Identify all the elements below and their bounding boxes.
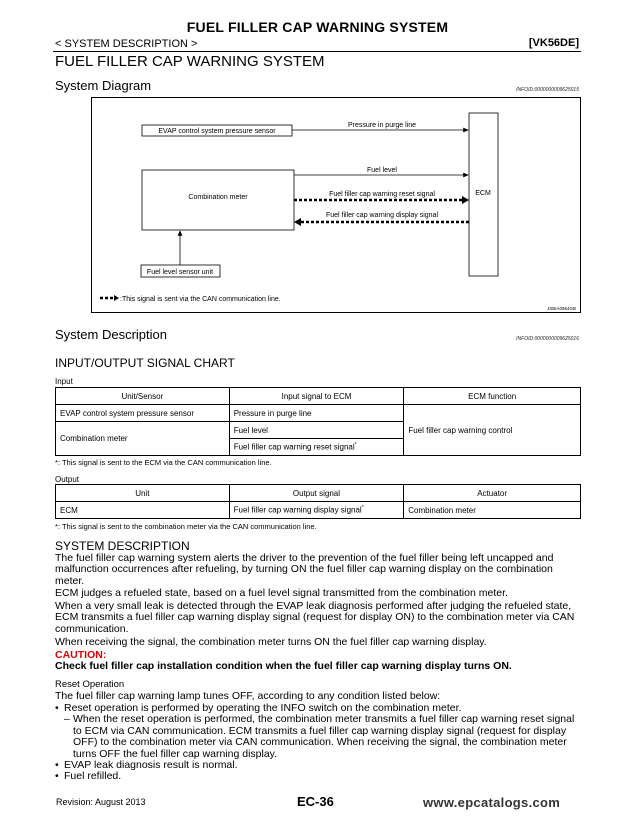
system-diagram [91, 97, 581, 313]
output-table-caption: Output [55, 475, 80, 484]
table-header-cell: Unit/Sensor [56, 388, 230, 405]
asterisk-mark: * [354, 442, 357, 449]
system-description-heading: System Description [55, 327, 167, 342]
asterisk-mark: * [361, 505, 364, 512]
main-heading: FUEL FILLER CAP WARNING SYSTEM [55, 53, 325, 70]
header-divider [53, 51, 581, 52]
fuel-level-signal-label: Fuel level [367, 167, 397, 174]
table-cell: Combination meter [404, 502, 581, 519]
description-paragraph: ECM judges a refueled state, based on a fuel level signal transmitted from the combination meter. [55, 587, 508, 599]
evap-sensor-label: EVAP control system pressure sensor [158, 128, 276, 135]
list-item: • Fuel refilled. [55, 771, 581, 782]
system-diagram-info-id: INFOID:0000000009625015 [516, 87, 579, 93]
description-heading: SYSTEM DESCRIPTION [55, 539, 190, 553]
system-diagram-heading: System Diagram [55, 78, 152, 93]
table-cell: EVAP control system pressure sensor [56, 405, 230, 422]
legend-arrowhead [114, 295, 119, 301]
figure-code: JSBIA0954GB [546, 306, 576, 311]
table-header-cell: Unit [56, 485, 230, 502]
page-title: FUEL FILLER CAP WARNING SYSTEM [186, 19, 449, 35]
pressure-signal-label: Pressure in purge line [347, 122, 417, 129]
table-row [56, 405, 581, 422]
display-signal-arrowhead [294, 218, 301, 226]
reset-signal-arrowhead [462, 196, 469, 204]
caution-text: Check fuel filler cap installation condition when the fuel filler cap warning display turns ON. [55, 660, 512, 672]
table-header-cell: ECM function [404, 388, 581, 405]
combination-meter-label: Combination meter [188, 194, 248, 201]
system-description-info-id: INFOID:0000000009625016 [516, 336, 579, 342]
reset-conditions-list [55, 703, 581, 783]
table-cell: Fuel filler cap warning control [404, 405, 581, 456]
table-cell-text: Fuel filler cap warning reset signal [233, 442, 355, 452]
table-header-row [56, 485, 581, 502]
table-cell: Fuel level [229, 422, 404, 439]
caution-label: CAUTION: [55, 649, 107, 661]
input-table-caption: Input [55, 377, 73, 386]
display-signal-label: Fuel filler cap warning display signal [325, 212, 439, 219]
table-header-row [56, 388, 581, 405]
reset-intro: The fuel filler cap warning lamp tunes OFF, according to any condition listed below: [55, 690, 441, 702]
output-table-footnote: *: This signal is sent to the combination meter via the CAN communication line. [55, 522, 317, 531]
table-header-cell: Actuator [404, 485, 581, 502]
output-signal-table [55, 484, 581, 519]
table-row [56, 502, 581, 519]
table-header-cell: Output signal [229, 485, 404, 502]
ecm-label: ECM [475, 190, 491, 197]
input-table-footnote: *: This signal is sent to the ECM via the CAN communication line. [55, 458, 272, 467]
signal-chart-heading: INPUT/OUTPUT SIGNAL CHART [55, 356, 235, 370]
table-cell: ECM [56, 502, 230, 519]
input-signal-table [55, 387, 581, 456]
description-paragraph: When a very small leak is detected through the EVAP leak diagnosis performed after judging the refueled state, ECM transmits a fuel filler cap warning display signal (request for display ON) to the combination meter via CAN communication. [55, 600, 575, 635]
system-diagram-svg [92, 98, 582, 314]
table-cell-text: Fuel filler cap warning display signal [233, 505, 362, 515]
list-item: • EVAP leak diagnosis result is normal. [55, 760, 581, 771]
description-paragraph: The fuel filler cap warning system alerts the driver to the prevention of the fuel filler being left uncapped and malfunction occurrences after refueling, by turning ON the fuel filler cap warning display on the combination meter. [55, 552, 554, 587]
watermark: www.epcatalogs.com [423, 795, 561, 810]
list-item: • Reset operation is performed by operating the INFO switch on the combination meter. [55, 703, 581, 714]
footer-page-number: EC-36 [297, 794, 334, 809]
breadcrumb: < SYSTEM DESCRIPTION > [55, 38, 198, 50]
reset-signal-label: Fuel filler cap warning reset signal [329, 191, 435, 198]
table-cell: Pressure in purge line [229, 405, 404, 422]
table-cell: Combination meter [56, 422, 230, 456]
footer-revision: Revision: August 2013 [56, 797, 146, 807]
table-cell [229, 439, 404, 456]
table-cell [229, 502, 404, 519]
model-code: [VK56DE] [528, 37, 579, 49]
legend-text: :This signal is sent via the CAN communication line. [120, 296, 281, 303]
table-header-cell: Input signal to ECM [229, 388, 404, 405]
list-item: – When the reset operation is performed, the combination meter transmits a fuel filler cap warning reset signal to ECM via CAN communication. ECM transmits a fuel filler cap warning display signal (request for display OFF) to the combination meter via CAN communication. When receiving the signal, the combination meter turns OFF the fuel filler cap warning display. [55, 714, 581, 760]
fuel-level-sensor-label: Fuel level sensor unit [146, 269, 214, 276]
description-paragraph: When receiving the signal, the combination meter turns ON the fuel filler cap warning display. [55, 636, 487, 648]
reset-operation-heading: Reset Operation [55, 679, 125, 690]
